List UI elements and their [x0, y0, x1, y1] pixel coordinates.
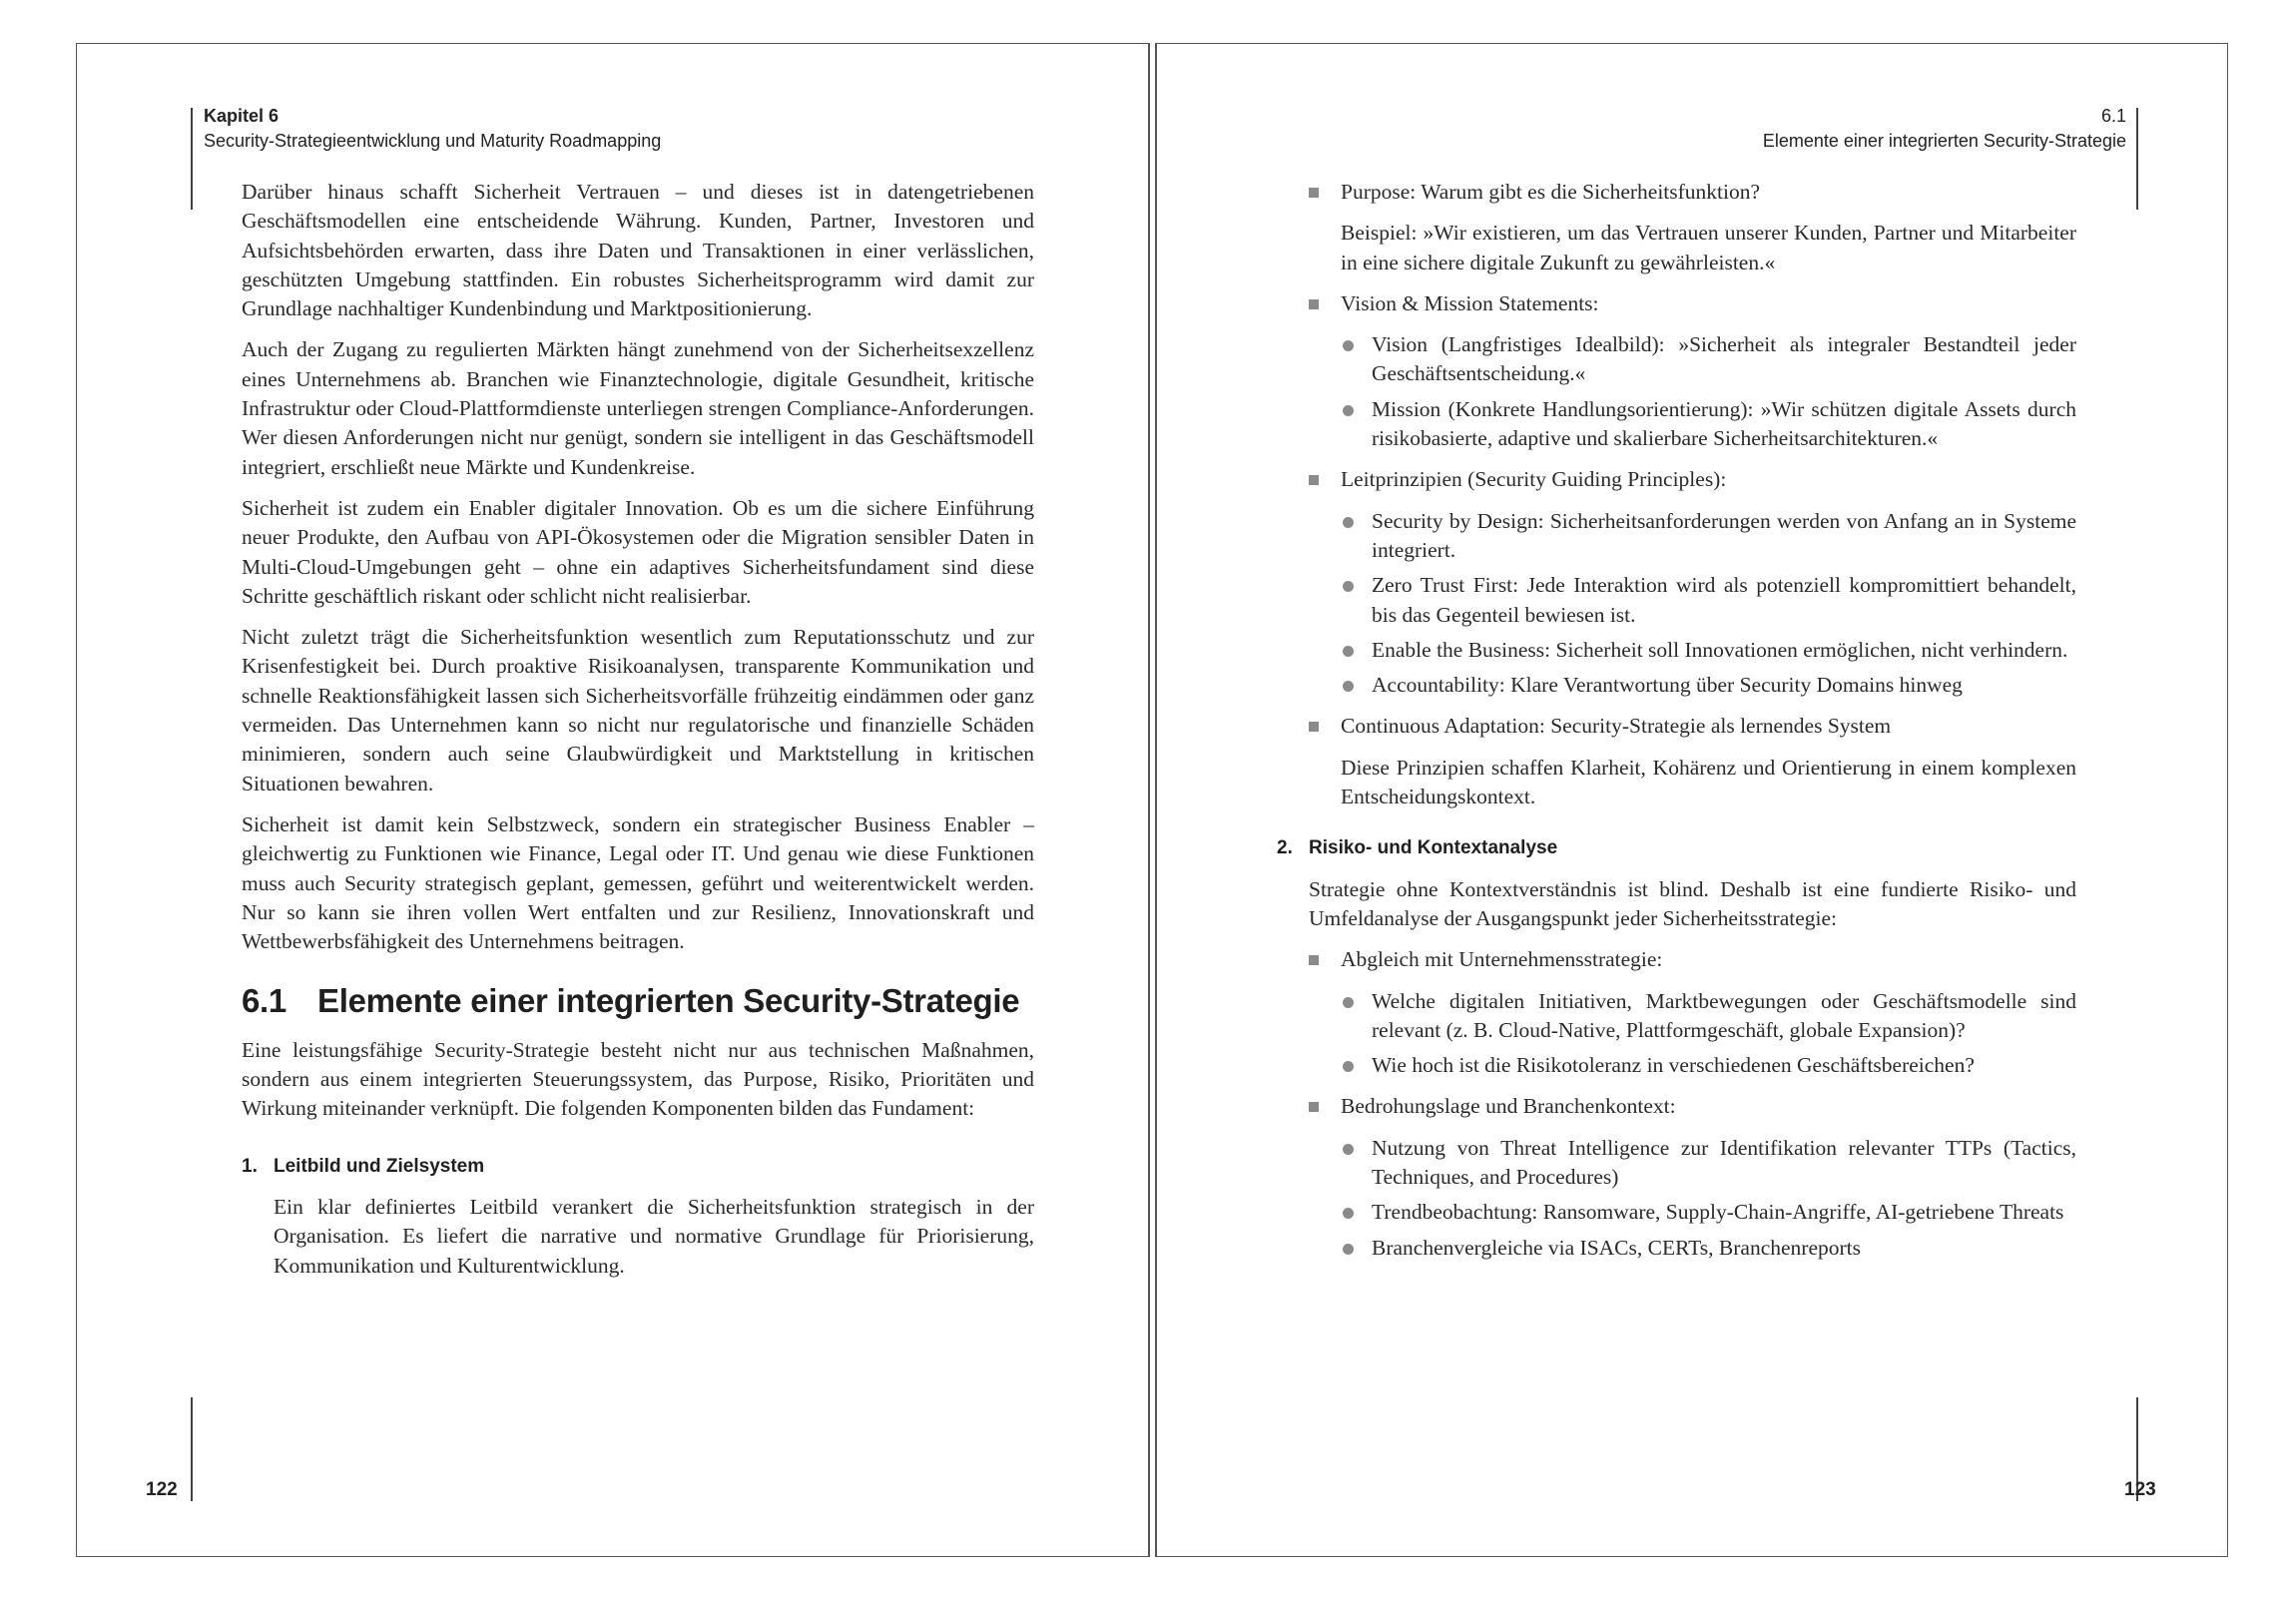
left-body [242, 178, 1034, 1293]
page-number-right: 123 [2124, 1479, 2156, 1500]
bullet-item: Trendbeobachtung: Ransomware, Supply-Chain-Angriffe, AI-getriebene Threats [1340, 1198, 2076, 1227]
leitbild-list [1309, 178, 2076, 318]
paragraph: Sicherheit ist damit kein Selbstzweck, sondern ein strategischer Business Enabler – gleichwertig zu Funktionen wie Finance, Legal oder IT. Und genau wie diese Funktionen muss auch Security strategisch geplant, gemessen, geführt und weiterentwickelt werden. Nur so kann sie ihren vollen Wert entfalten und zur Resilienz, Innovationskraft und Wettbewerbsfähigkeit des Unternehmens beitragen. [242, 811, 1034, 954]
bullet-item: Welche digitalen Initiativen, Marktbewegungen oder Geschäftsmodelle sind relevant (z. B. Cloud-Native, Plattformgeschäft, globale Expansion)? [1340, 987, 2076, 1046]
subsection-text: Ein klar definiertes Leitbild verankert die Sicherheitsfunktion strategisch in der Organisation. Es liefert die narrative und normative Grundlage für Priorisierung, Kommunikation und Kulturentwicklung. [274, 1194, 1034, 1278]
bullet-item: Enable the Business: Sicherheit soll Innovationen ermöglichen, nicht verhindern. [1340, 636, 2076, 665]
right-body [1277, 178, 2076, 1275]
subsection-heading [1277, 833, 2076, 862]
left-footer-rule [191, 1397, 193, 1501]
list-item: Bedrohungslage und Branchenkontext: [1309, 1092, 2076, 1121]
section-intro: Eine leistungsfähige Security-Strategie besteht nicht nur aus technischen Maßnahmen, sondern aus einem integrierten Steuerungssystem, das Purpose, Risiko, Prioritäten und Wirkung miteinander verknüpft. Die folgenden Komponenten bilden das Fundament: [242, 1037, 1034, 1121]
bullet-item: Vision (Langfristiges Idealbild): »Sicherheit als integraler Bestandteil jeder Geschäftsentscheidung.« [1340, 330, 2076, 389]
section-title: Elemente einer integrierten Security-Strategie [317, 982, 1020, 1020]
subsection-title: Leitbild und Zielsystem [274, 1155, 485, 1177]
purpose-item: Purpose: Warum gibt es die Sicherheitsfunktion? [1341, 180, 1761, 204]
subsection-title: Risiko- und Kontextanalyse [1309, 837, 1558, 859]
adaptation-note: Diese Prinzipien schaffen Klarheit, Kohärenz und Orientierung in einem komplexen Entscheidungskontext. [1341, 755, 2076, 809]
list-item: Leitprinzipien (Security Guiding Principles): [1309, 465, 2076, 494]
chapter-title: Security-Strategieentwicklung und Maturity Roadmapping [204, 131, 662, 151]
list-item [1309, 289, 2076, 318]
paragraph: Sicherheit ist zudem ein Enabler digitaler Innovation. Ob es um die sichere Einführung neuer Produkte, den Aufbau von API-Ökosystemen oder die Migration sensibler Daten in Multi-Cloud-Umgebungen geht – ohne ein adaptives Sicherheitsfundament sind diese Schritte geschäftlich riskant oder schlicht nicht realisierbar. [242, 495, 1034, 608]
chapter-label: Kapitel 6 [204, 106, 280, 126]
bullet-item: Security by Design: Sicherheitsanforderungen werden von Anfang an in Systeme integriert. [1340, 507, 2076, 566]
list-item: Abgleich mit Unternehmensstrategie: [1309, 945, 2076, 974]
bullet-item: Nutzung von Threat Intelligence zur Identifikation relevanter TTPs (Tactics, Techniques, and Procedures) [1340, 1134, 2076, 1193]
alignment-list [1309, 945, 2076, 974]
right-header-rule [2136, 108, 2138, 210]
principle-bullets [1309, 507, 2076, 701]
paragraph: Nicht zuletzt trägt die Sicherheitsfunktion wesentlich zum Reputationsschutz und zur Krisenfestigkeit bei. Durch proaktive Risikoanalysen, transparente Kommunikation und schnelle Reaktionsfähigkeit lassen sich Sicherheitsvorfälle frühzeitig eindämmen oder ganz vermeiden. Das Unternehmen kann so nicht nur regulatorische und finanzielle Schäden minimieren, sondern auch seine Glaubwürdigkeit und Marktstellung in kritischen Situationen bewahren. [242, 625, 1034, 796]
bullet-item: Mission (Konkrete Handlungsorientierung): »Wir schützen digitale Assets durch risikobasierte, adaptive und skalierbare Sicherheitsarchitekturen.« [1340, 395, 2076, 454]
subsection-text: Strategie ohne Kontextverständnis ist blind. Deshalb ist eine fundierte Risiko- und Umfeldanalyse der Ausgangspunkt jeder Sicherheitsstrategie: [1309, 876, 2076, 930]
purpose-example: Beispiel: »Wir existieren, um das Vertrauen unserer Kunden, Partner und Mitarbeiter in eine sichere digitale Zukunft zu gewährleisten.« [1341, 221, 2076, 274]
threats-list [1309, 1092, 2076, 1121]
header-section-title: Elemente einer integrierten Security-Strategie [1762, 131, 2126, 151]
section-number: 6.1 [242, 982, 287, 1020]
header-section-number: 6.1 [2100, 106, 2126, 126]
subsection-number: 1. [242, 1155, 258, 1177]
subsection-number: 2. [1277, 837, 1293, 859]
threat-bullets [1309, 1134, 2076, 1263]
adaptation-item: Continuous Adaptation: Security-Strategie als lernendes System [1341, 714, 1892, 739]
subsection-heading [242, 1152, 1034, 1181]
right-running-header [1763, 104, 2126, 154]
left-header-rule [191, 108, 193, 210]
page-number-left: 122 [146, 1479, 178, 1500]
bullet-item: Branchenvergleiche via ISACs, CERTs, Branchenreports [1340, 1234, 2076, 1263]
vision-bullets [1309, 330, 2076, 453]
vision-item: Vision & Mission Statements: [1341, 290, 1599, 315]
adaptation-list [1309, 712, 2076, 811]
left-running-header [204, 104, 661, 154]
paragraph: Auch der Zugang zu regulierten Märkten hängt zunehmend von der Sicherheitsexzellenz eines Unternehmens ab. Branchen wie Finanztechnologie, digitale Gesundheit, kritische Infrastruktur oder Cloud-Plattformdienste unterliegen strengen Compliance-Anforderungen. Wer diesen Anforderungen nicht nur genügt, sondern sie intelligent in das Geschäftsmodell integriert, erschließt neue Märkte und Kundenkreise. [242, 337, 1034, 479]
list-item [1309, 178, 2076, 277]
alignment-bullets [1309, 987, 2076, 1081]
principles-list [1309, 465, 2076, 494]
section-heading [242, 982, 1034, 1020]
paragraph: Darüber hinaus schafft Sicherheit Vertrauen – und dieses ist in datengetriebenen Geschäftsmodellen eine entscheidende Währung. Kunden, Partner, Investoren und Aufsichtsbehörden erwarten, dass ihre Daten und Transaktionen in einer verlässlichen, geschützten Umgebung stattfinden. Ein robustes Sicherheitsprogramm wird damit zur Grundlage nachhaltiger Kundenbindung und Marktpositionierung. [242, 180, 1034, 321]
bullet-item: Zero Trust First: Jede Interaktion wird als potenziell kompromittiert behandelt, bis das Gegenteil bewiesen ist. [1340, 571, 2076, 630]
bullet-item: Accountability: Klare Verantwortung über Security Domains hinweg [1340, 671, 2076, 700]
bullet-item: Wie hoch ist die Risikotoleranz in verschiedenen Geschäftsbereichen? [1340, 1051, 2076, 1080]
list-item [1309, 712, 2076, 811]
